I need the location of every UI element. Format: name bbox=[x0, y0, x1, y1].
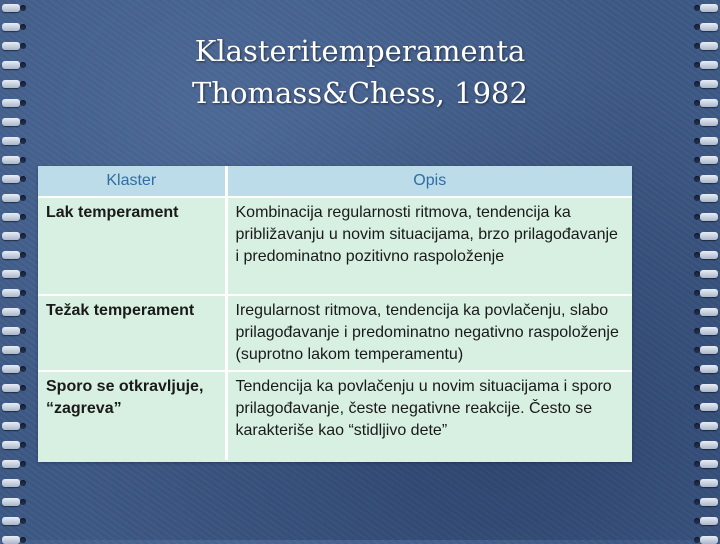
binding-hole bbox=[20, 347, 26, 353]
binding-ring bbox=[700, 460, 718, 468]
binding-hole bbox=[694, 366, 700, 372]
binding-hole bbox=[694, 157, 700, 163]
binding-ring bbox=[700, 365, 718, 373]
binding-ring bbox=[700, 118, 718, 126]
binding-ring bbox=[2, 498, 20, 506]
binding-ring bbox=[700, 422, 718, 430]
table-header-row bbox=[38, 166, 632, 197]
binding-hole bbox=[20, 537, 26, 543]
binding-hole bbox=[694, 119, 700, 125]
binding-hole bbox=[694, 271, 700, 277]
binding-hole bbox=[20, 138, 26, 144]
slide-title bbox=[0, 30, 720, 114]
binding-hole bbox=[20, 271, 26, 277]
table-row bbox=[38, 295, 632, 371]
binding-ring bbox=[700, 270, 718, 278]
slide-title-line-2: Thomass&Chess, 1982 bbox=[192, 76, 528, 110]
table-row bbox=[38, 197, 632, 295]
binding-hole bbox=[20, 119, 26, 125]
binding-hole bbox=[694, 214, 700, 220]
binding-hole bbox=[694, 385, 700, 391]
binding-ring bbox=[2, 327, 20, 335]
binding-ring bbox=[2, 156, 20, 164]
cell-opis: Tendencija ka povlačenju u novim situacijama i sporo prilagođavanje, česte negativne reakcije. Često se karakteriše kao “stidljivo dete” bbox=[235, 378, 612, 439]
binding-ring bbox=[700, 327, 718, 335]
binding-hole bbox=[694, 537, 700, 543]
binding-ring bbox=[2, 213, 20, 221]
binding-hole bbox=[694, 5, 700, 11]
binding-ring bbox=[700, 289, 718, 297]
binding-hole bbox=[20, 518, 26, 524]
binding-hole bbox=[694, 423, 700, 429]
binding-hole bbox=[694, 461, 700, 467]
binding-hole bbox=[694, 233, 700, 239]
binding-ring bbox=[2, 289, 20, 297]
binding-ring bbox=[700, 441, 718, 449]
column-header-opis: Opis bbox=[226, 166, 632, 197]
cell-klaster: Sporo se otkravljuje, “zagreva” bbox=[38, 371, 226, 460]
binding-ring bbox=[2, 517, 20, 525]
binding-hole bbox=[694, 309, 700, 315]
binding-ring bbox=[700, 498, 718, 506]
cell-opis: Iregularnost ritmova, tendencija ka povlačenju, slabo prilagođavanje i predominatno negativno raspoloženje (suprotno lakom temperamentu) bbox=[226, 295, 632, 371]
binding-ring bbox=[2, 232, 20, 240]
column-header-klaster: Klaster bbox=[38, 166, 226, 197]
temperament-table bbox=[38, 166, 632, 462]
binding-hole bbox=[694, 290, 700, 296]
binding-hole bbox=[20, 328, 26, 334]
binding-ring bbox=[700, 213, 718, 221]
binding-ring bbox=[2, 308, 20, 316]
binding-hole bbox=[20, 214, 26, 220]
binding-hole bbox=[20, 480, 26, 486]
binding-ring bbox=[2, 422, 20, 430]
binding-hole bbox=[20, 461, 26, 467]
binding-hole bbox=[20, 176, 26, 182]
binding-hole bbox=[694, 499, 700, 505]
binding-hole bbox=[694, 347, 700, 353]
cell-klaster: Lak temperament bbox=[38, 197, 226, 295]
binding-ring bbox=[2, 118, 20, 126]
binding-hole bbox=[20, 195, 26, 201]
binding-ring bbox=[2, 4, 20, 12]
binding-hole bbox=[694, 442, 700, 448]
binding-ring bbox=[700, 479, 718, 487]
binding-hole bbox=[20, 252, 26, 258]
table-row bbox=[38, 371, 632, 460]
binding-ring bbox=[700, 308, 718, 316]
binding-ring bbox=[2, 137, 20, 145]
binding-hole bbox=[694, 518, 700, 524]
binding-ring bbox=[2, 479, 20, 487]
binding-ring bbox=[700, 403, 718, 411]
binding-hole bbox=[694, 328, 700, 334]
binding-hole bbox=[20, 309, 26, 315]
binding-hole bbox=[694, 404, 700, 410]
binding-hole bbox=[20, 423, 26, 429]
slide-title-line-1: Klasteritemperamenta bbox=[194, 34, 526, 68]
binding-ring bbox=[2, 270, 20, 278]
binding-hole bbox=[20, 290, 26, 296]
binding-hole bbox=[20, 233, 26, 239]
binding-hole bbox=[694, 480, 700, 486]
binding-ring bbox=[700, 536, 718, 544]
binding-hole bbox=[20, 499, 26, 505]
binding-ring bbox=[2, 365, 20, 373]
binding-ring bbox=[2, 251, 20, 259]
binding-ring bbox=[2, 194, 20, 202]
binding-hole bbox=[20, 442, 26, 448]
binding-ring bbox=[2, 175, 20, 183]
binding-ring bbox=[700, 346, 718, 354]
binding-hole bbox=[694, 176, 700, 182]
binding-ring bbox=[2, 441, 20, 449]
binding-hole bbox=[20, 5, 26, 11]
binding-ring bbox=[700, 156, 718, 164]
binding-ring bbox=[700, 137, 718, 145]
binding-ring bbox=[2, 403, 20, 411]
binding-hole bbox=[694, 252, 700, 258]
binding-ring bbox=[2, 536, 20, 544]
binding-ring bbox=[700, 4, 718, 12]
binding-hole bbox=[20, 385, 26, 391]
binding-ring bbox=[700, 517, 718, 525]
binding-hole bbox=[20, 404, 26, 410]
binding-hole bbox=[20, 366, 26, 372]
binding-hole bbox=[20, 157, 26, 163]
binding-hole bbox=[694, 195, 700, 201]
binding-ring bbox=[2, 384, 20, 392]
binding-ring bbox=[700, 175, 718, 183]
binding-ring bbox=[2, 346, 20, 354]
binding-ring bbox=[700, 251, 718, 259]
cell-opis: Kombinacija regularnosti ritmova, tendencija ka približavanju u novim situacijama, brzo prilagođavanje i predominatno pozitivno raspoloženje bbox=[226, 197, 632, 295]
binding-ring bbox=[700, 194, 718, 202]
binding-hole bbox=[694, 138, 700, 144]
binding-ring bbox=[2, 460, 20, 468]
binding-ring bbox=[700, 232, 718, 240]
binding-ring bbox=[700, 384, 718, 392]
cell-klaster: Težak temperament bbox=[38, 295, 226, 371]
